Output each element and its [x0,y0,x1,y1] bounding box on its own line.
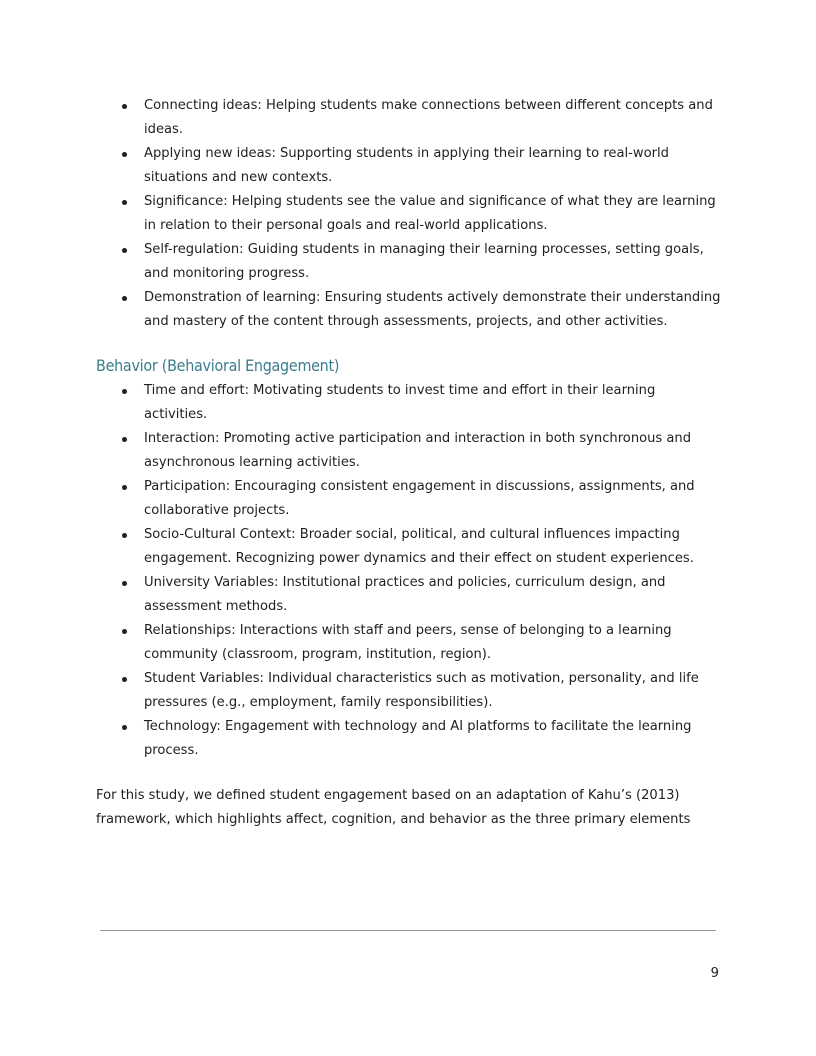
cognition-bullet-list [96,94,726,334]
behavior-bullet-list [96,379,726,763]
list-item: Self-regulation: Guiding students in managing their learning processes, setting goals, and monitoring progress. [144,238,726,286]
page-number: 9 [710,966,719,981]
page-content [96,94,726,832]
closing-paragraph: For this study, we defined student engagement based on an adaptation of Kahu’s (2013) framework, which highlights affect, cognition, and behavior as the three primary elements [96,788,691,827]
list-item: Demonstration of learning: Ensuring students actively demonstrate their understanding and mastery of the content through assessments, projects, and other activities. [144,286,726,334]
list-item: Relationships: Interactions with staff and peers, sense of belonging to a learning community (classroom, program, institution, region). [144,619,726,667]
list-item: Interaction: Promoting active participation and interaction in both synchronous and asynchronous learning activities. [144,427,726,475]
list-item: Student Variables: Individual characteristics such as motivation, personality, and life pressures (e.g., employment, family responsibilities). [144,667,726,715]
list-item: Participation: Encouraging consistent engagement in discussions, assignments, and collaborative projects. [144,475,726,523]
list-item: Connecting ideas: Helping students make connections between different concepts and ideas. [144,94,726,142]
list-item: Technology: Engagement with technology and AI platforms to facilitate the learning process. [144,715,726,763]
behavior-section-heading: Behavior (Behavioral Engagement) [96,357,340,375]
list-item: Socio-Cultural Context: Broader social, political, and cultural influences impacting engagement. Recognizing power dynamics and their effect on student experiences. [144,523,726,571]
list-item: Significance: Helping students see the value and significance of what they are learning in relation to their personal goals and real-world applications. [144,190,726,238]
list-item: University Variables: Institutional practices and policies, curriculum design, and assessment methods. [144,571,726,619]
list-item: Applying new ideas: Supporting students in applying their learning to real-world situations and new contexts. [144,142,726,190]
list-item: Time and effort: Motivating students to invest time and effort in their learning activities. [144,379,726,427]
footer-divider [100,930,716,931]
